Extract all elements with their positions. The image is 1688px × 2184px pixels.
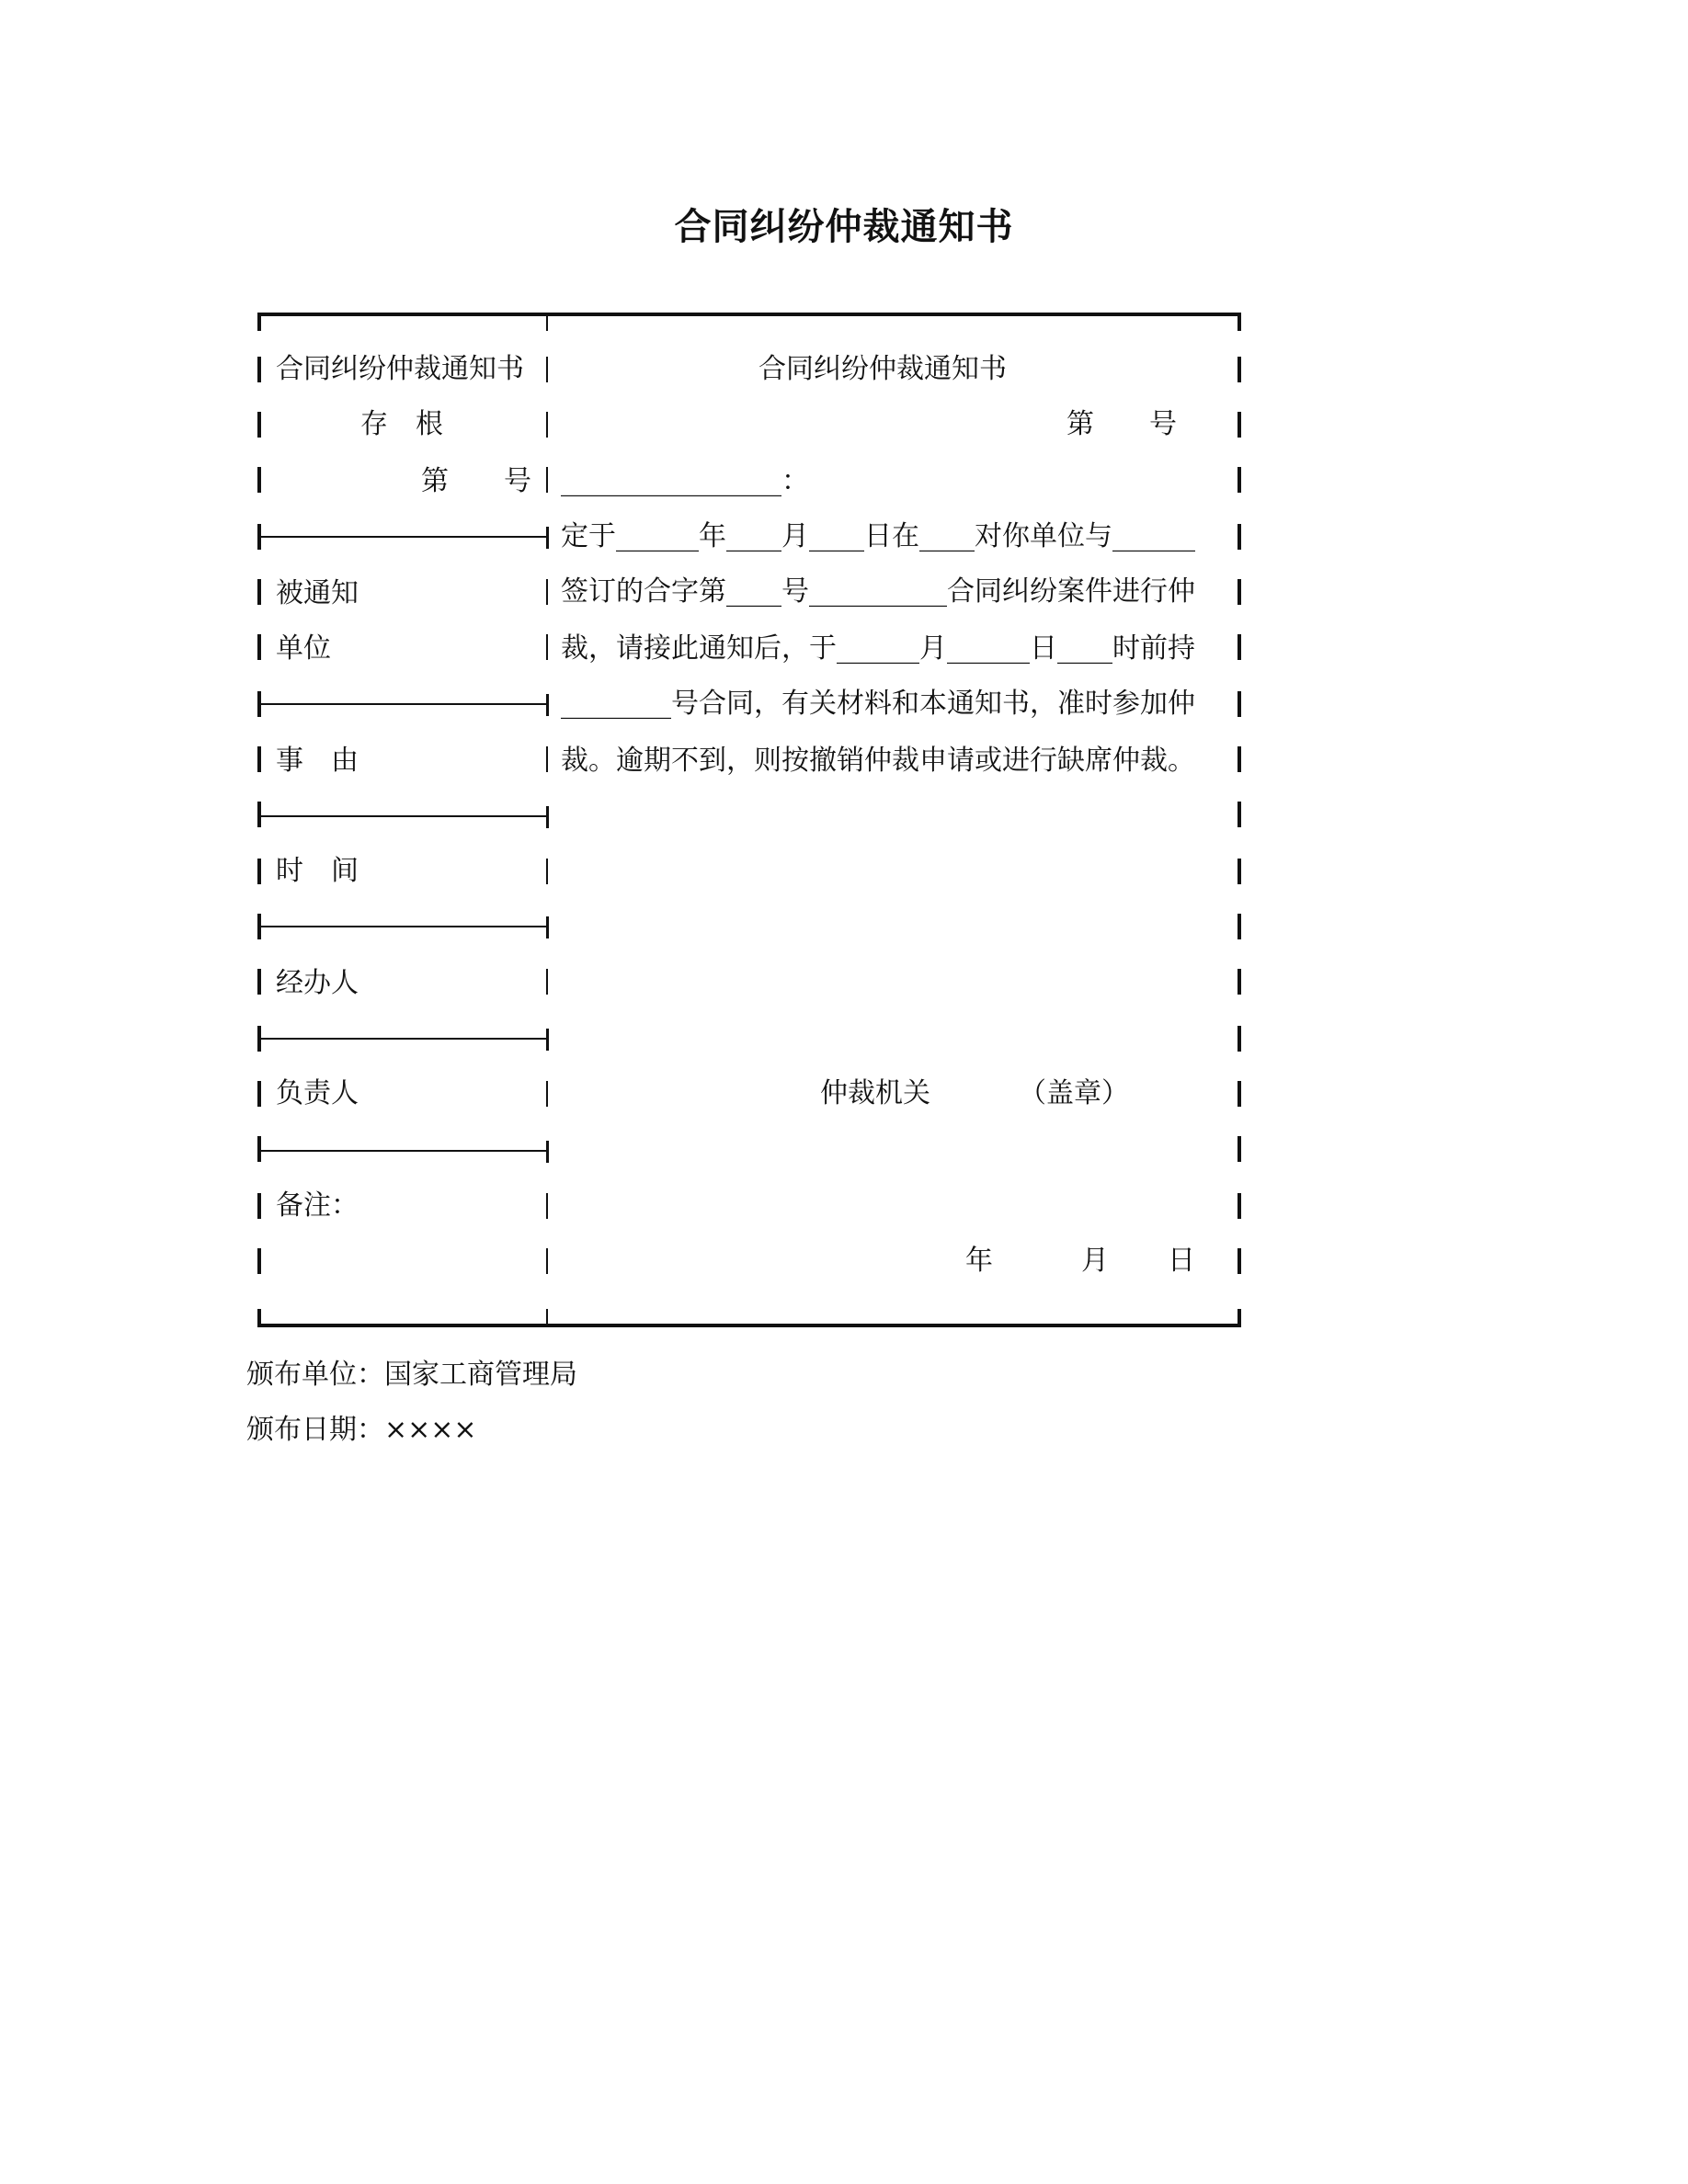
left-bar xyxy=(257,467,261,493)
bottom-border xyxy=(257,1324,1241,1327)
right-bar xyxy=(1237,357,1241,382)
notice-form xyxy=(257,313,1241,1327)
stub-label-notified-unit-line2: 单位 xyxy=(276,632,331,665)
seal-note: （盖章） xyxy=(1019,1077,1129,1109)
left-bar xyxy=(257,969,261,995)
divider-end xyxy=(546,1141,549,1163)
right-bar xyxy=(1237,1248,1241,1274)
issuer-line: 颁布单位：国家工商管理局 xyxy=(246,1359,577,1391)
stub-row-divider xyxy=(257,815,548,817)
date-month: 月 xyxy=(1081,1245,1109,1277)
mid-bar xyxy=(546,746,548,772)
stub-label-remarks: 备注： xyxy=(276,1189,359,1222)
divider-end xyxy=(546,916,549,938)
right-bar xyxy=(1237,579,1241,605)
stub-label-responsible: 负责人 xyxy=(276,1077,359,1109)
corner-tick xyxy=(257,313,261,331)
left-bar xyxy=(257,1081,261,1107)
notice-body-line: 签订的合字第____号__________合同纠纷案件进行仲 xyxy=(561,575,1195,608)
column-divider xyxy=(546,313,548,331)
right-bar xyxy=(1237,969,1241,995)
divider-end xyxy=(546,694,549,716)
corner-tick xyxy=(257,1309,261,1327)
left-bar xyxy=(257,1193,261,1219)
mid-bar xyxy=(546,969,548,995)
date-day: 日 xyxy=(1168,1245,1195,1277)
stub-label-handler: 经办人 xyxy=(276,967,359,999)
stub-row-divider xyxy=(257,536,548,538)
date-year: 年 xyxy=(965,1245,993,1277)
mid-bar xyxy=(546,579,548,605)
notice-addressee: ________________： xyxy=(561,465,809,497)
stub-label-matter: 事 由 xyxy=(276,745,359,777)
right-bar xyxy=(1237,802,1241,827)
stub-row-divider xyxy=(257,1150,548,1152)
notice-body-line: 裁。逾期不到，则按撤销仲裁申请或进行缺席仲裁。 xyxy=(561,745,1195,777)
stub-number: 第 号 xyxy=(421,465,531,497)
right-bar xyxy=(1237,691,1241,717)
right-bar xyxy=(1237,746,1241,772)
right-bar xyxy=(1237,1081,1241,1107)
left-bar xyxy=(257,634,261,660)
notice-body-line: 裁，请接此通知后，于______月______日____时前持 xyxy=(561,632,1195,665)
right-bar xyxy=(1237,1026,1241,1052)
right-bar xyxy=(1237,859,1241,884)
right-bar xyxy=(1237,412,1241,438)
right-bar xyxy=(1237,634,1241,660)
left-bar xyxy=(257,1136,261,1162)
arbitration-authority: 仲裁机关 xyxy=(820,1077,930,1109)
column-divider xyxy=(546,1309,548,1327)
corner-tick xyxy=(1237,1309,1241,1327)
divider-end xyxy=(546,1029,549,1051)
mid-bar xyxy=(546,1193,548,1219)
right-bar xyxy=(1237,914,1241,939)
left-bar xyxy=(257,746,261,772)
notice-body-line: 定于______年____月____日在____对你单位与______ xyxy=(561,520,1195,552)
mid-bar xyxy=(546,357,548,382)
page-title: 合同纠纷仲裁通知书 xyxy=(674,205,1014,248)
notice-number: 第 号 xyxy=(1066,408,1177,440)
stub-subheading: 存 根 xyxy=(360,408,443,440)
mid-bar xyxy=(546,467,548,493)
stub-row-divider xyxy=(257,926,548,927)
divider-end xyxy=(546,806,549,828)
stub-label-time: 时 间 xyxy=(276,855,359,887)
notice-body-line: ________号合同，有关材料和本通知书，准时参加仲 xyxy=(561,688,1195,720)
mid-bar xyxy=(546,634,548,660)
stub-row-divider xyxy=(257,703,548,705)
issue-date-line: 颁布日期：×××× xyxy=(246,1414,477,1446)
stub-label-notified-unit: 被通知 xyxy=(276,577,359,609)
top-border xyxy=(257,313,1241,316)
corner-tick xyxy=(1237,313,1241,331)
divider-end xyxy=(546,527,549,549)
mid-bar xyxy=(546,412,548,438)
right-bar xyxy=(1237,1136,1241,1162)
left-bar xyxy=(257,1248,261,1274)
stub-heading: 合同纠纷仲裁通知书 xyxy=(276,353,524,385)
left-bar xyxy=(257,357,261,382)
mid-bar xyxy=(546,1248,548,1274)
left-bar xyxy=(257,579,261,605)
mid-bar xyxy=(546,1081,548,1107)
notice-heading: 合同纠纷仲裁通知书 xyxy=(758,353,1007,385)
mid-bar xyxy=(546,859,548,884)
right-bar xyxy=(1237,524,1241,550)
stub-row-divider xyxy=(257,1038,548,1040)
right-bar xyxy=(1237,467,1241,493)
left-bar xyxy=(257,802,261,827)
left-bar xyxy=(257,859,261,884)
right-bar xyxy=(1237,1193,1241,1219)
left-bar xyxy=(257,412,261,438)
